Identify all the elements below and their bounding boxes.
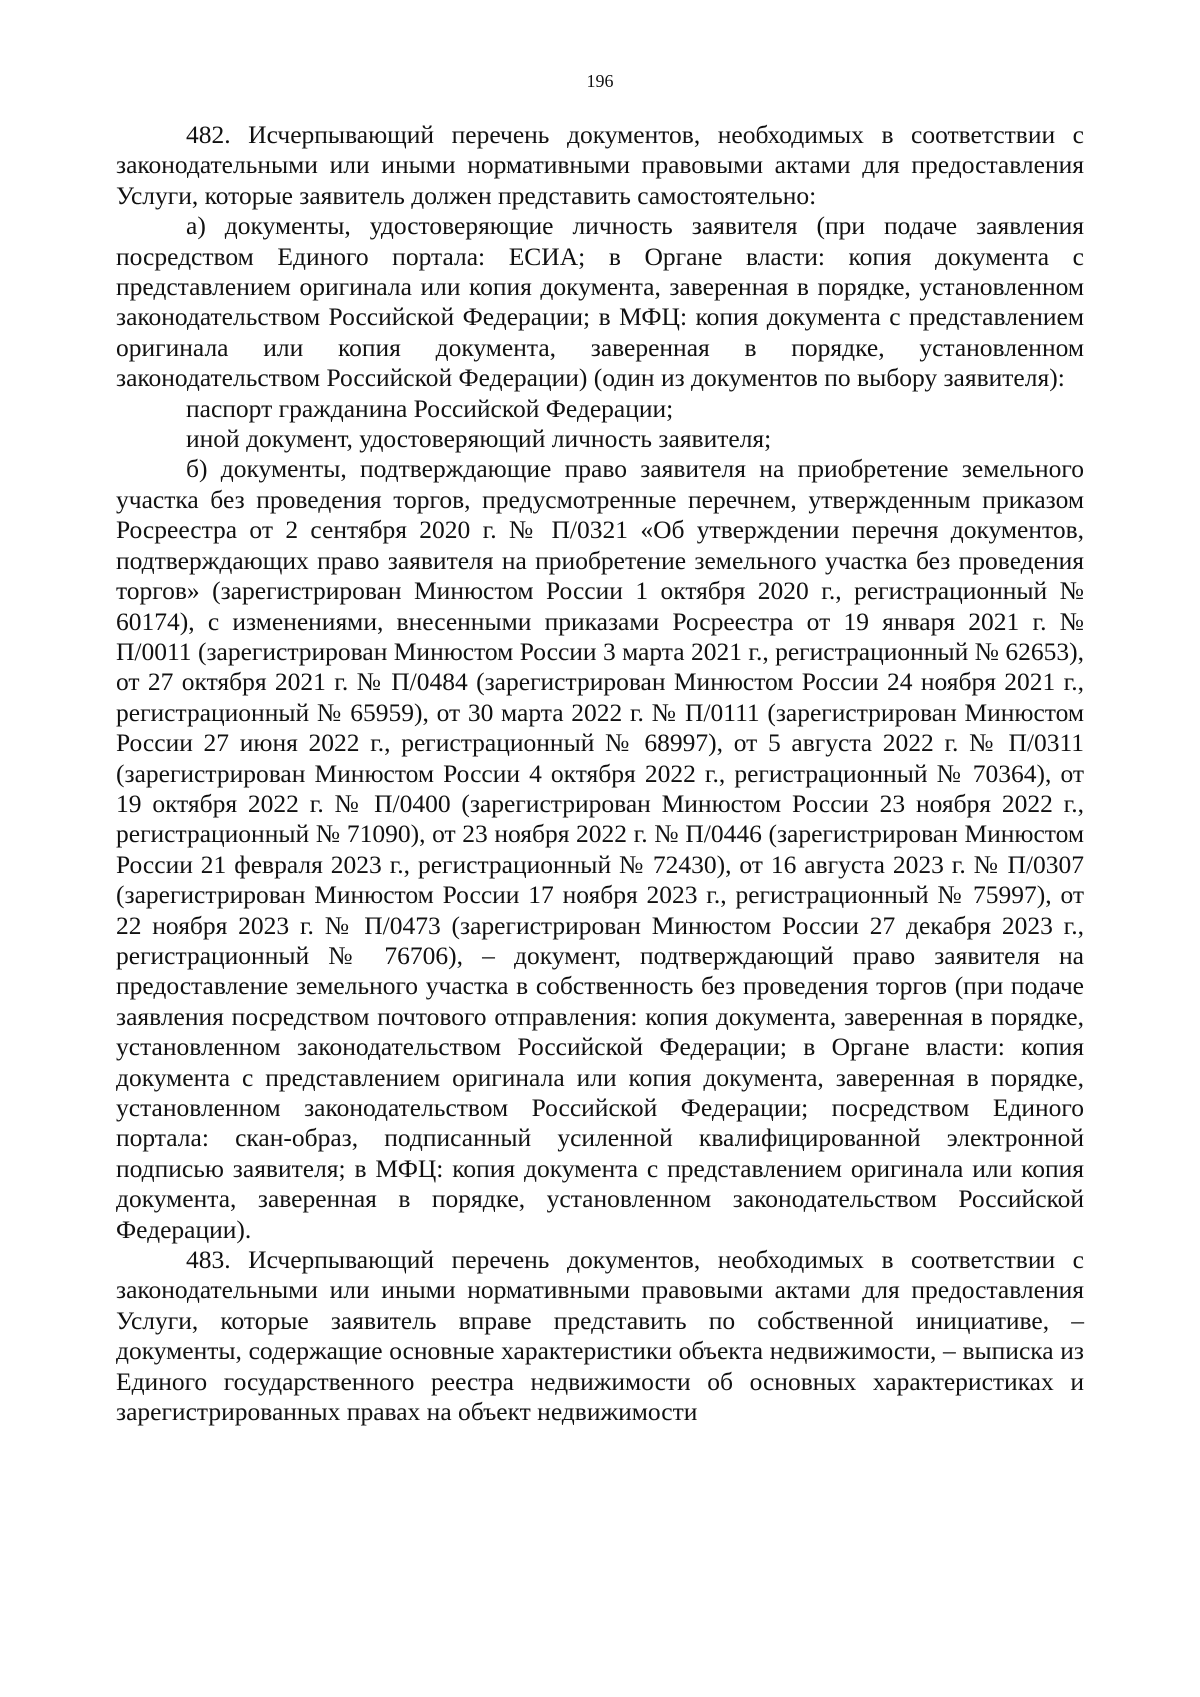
page-number: 196 [586, 71, 614, 91]
list-item-passport: паспорт гражданина Российской Федерации; [186, 393, 674, 423]
paragraph-482-a: а) документы, удостоверяющие личность заявителя (при подаче заявления посредством Единого портала: ЕСИА; в Органе власти: копия документа с представлением оригинала или копия документа, заверенная в порядке, установленном законодательством Российской Федерации; в МФЦ: копия документа с представлением оригинала или копия документа, заверенная в порядке, установленном законодательством Российской Федерации) (один из документов по выбору заявителя): [116, 211, 1084, 393]
paragraph-482-b: б) документы, подтверждающие право заявителя на приобретение земельного участка без проведения торгов, предусмотренные перечнем, утвержденным приказом Росреестра от 2 сентября 2020 г. № П/0321 «Об утверждении перечня документов, подтверждающих право заявителя на приобретение земельного участка без проведения торгов» (зарегистрирован Минюстом России 1 октября 2020 г., регистрационный № 60174), с изменениями, внесенными приказами Росреестра от 19 января 2021 г. № П/0011 (зарегистрирован Минюстом России 3 марта 2021 г., регистрационный № 62653), от 27 октября 2021 г. № П/0484 (зарегистрирован Минюстом России 24 ноября 2021 г., регистрационный № 65959), от 30 марта 2022 г. № П/0111 (зарегистрирован Минюстом России 27 июня 2022 г., регистрационный № 68997), от 5 августа 2022 г. № П/0311 (зарегистрирован Минюстом России 4 октября 2022 г., регистрационный № 70364), от 19 октября 2022 г. № П/0400 (зарегистрирован Минюстом России 23 ноября 2022 г., регистрационный № 71090), от 23 ноября 2022 г. № П/0446 (зарегистрирован Минюстом России 21 февраля 2023 г., регистрационный № 72430), от 16 августа 2023 г. № П/0307 (зарегистрирован Минюстом России 17 ноября 2023 г., регистрационный № 75997), от 22 ноября 2023 г. № П/0473 (зарегистрирован Минюстом России 27 декабря 2023 г., регистрационный № 76706), – документ, подтверждающий право заявителя на предоставление земельного участка в собственность без проведения торгов (при подаче заявления посредством почтового отправления: копия документа, заверенная в порядке, установленном законодательством Российской Федерации; в Органе власти: копия документа с представлением оригинала или копия документа, заверенная в порядке, установленном законодательством Российской Федерации; посредством Единого портала: скан-образ, подписанный усиленной квалифицированной электронной подписью заявителя; в МФЦ: копия документа с представлением оригинала или копия документа, заверенная в порядке, установленном законодательством Российской Федерации). [116, 454, 1084, 1244]
document-body [116, 120, 1084, 1427]
list-item-other-document: иной документ, удостоверяющий личность заявителя; [186, 424, 772, 454]
paragraph-483: 483. Исчерпывающий перечень документов, необходимых в соответствии с законодательными или иными нормативными правовыми актами для предоставления Услуги, которые заявитель вправе представить по собственной инициативе, – документы, содержащие основные характеристики объекта недвижимости, – выписка из Единого государственного реестра недвижимости об основных характеристиках и зарегистрированных правах на объект недвижимости [116, 1245, 1084, 1427]
paragraph-482: 482. Исчерпывающий перечень документов, необходимых в соответствии с законодательными или иными нормативными правовыми актами для предоставления Услуги, которые заявитель должен представить самостоятельно: [116, 120, 1084, 210]
